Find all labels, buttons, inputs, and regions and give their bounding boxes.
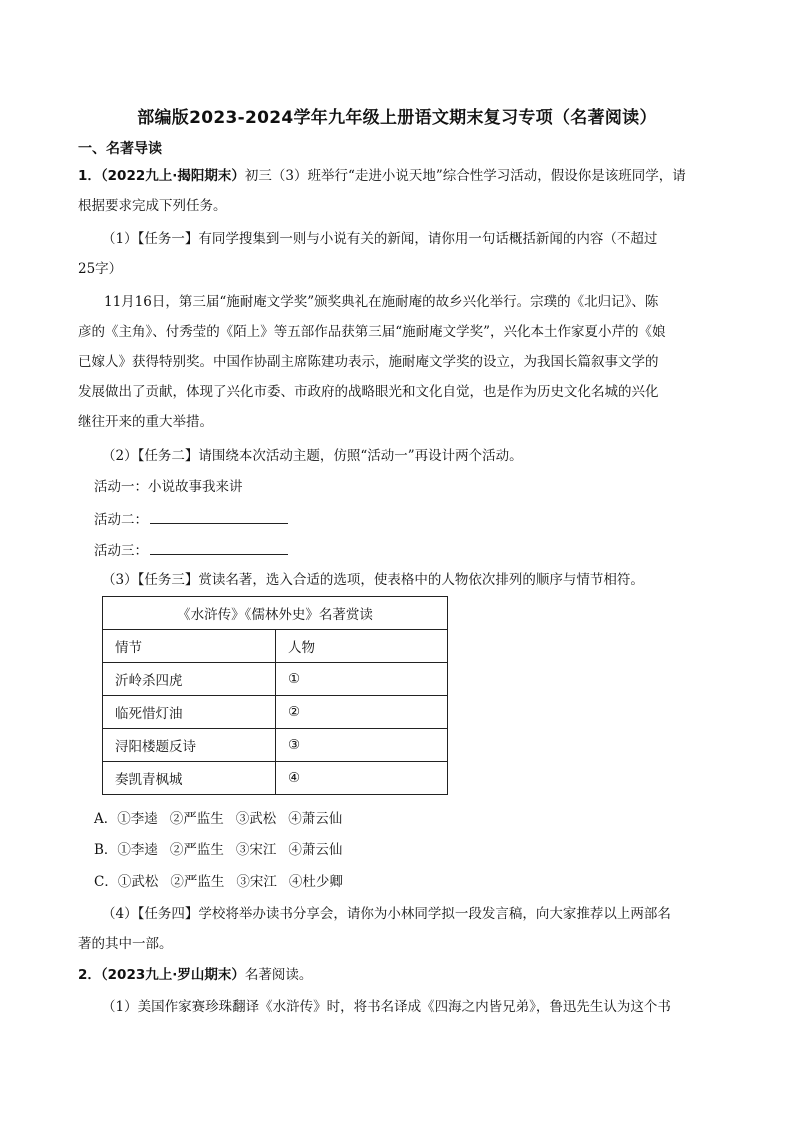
option-item: ②严监生 — [169, 811, 224, 827]
news-line: 继往开来的重大举措。 — [78, 414, 213, 430]
option-letter: A． — [94, 811, 118, 827]
q1-intro-text: 初三（3）班举行“走进小说天地”综合性学习活动，假设你是该班同学，请 — [244, 168, 686, 184]
option-item: ②严监生 — [169, 842, 224, 858]
activity-2-label: 活动二： — [94, 512, 148, 528]
q2-number: 2． — [78, 967, 101, 983]
q1-number: 1． — [78, 168, 101, 184]
table-cell: 沂岭杀四虎 — [103, 663, 276, 696]
table-cell: 奏凯青枫城 — [103, 762, 276, 795]
q1-task3: （3）【任务三】赏读名著，选入合适的选项，使表格中的人物依次排列的顺序与情节相符。 — [102, 572, 644, 588]
q1-source: （2022九上·揭阳期末） — [100, 168, 245, 184]
activity-2 — [94, 509, 288, 530]
table-cell: ④ — [276, 762, 448, 795]
option-c[interactable] — [94, 872, 343, 892]
q1-task1-line-1: （1）【任务一】有同学搜集到一则与小说有关的新闻，请你用一句话概括新闻的内容（不超过 — [102, 231, 658, 247]
reading-table — [102, 596, 448, 795]
option-item: ④萧云仙 — [288, 811, 343, 827]
section-heading: 一、名著导读 — [78, 141, 162, 157]
table-header-row — [103, 630, 448, 663]
table-cell: ③ — [276, 729, 448, 762]
table-header: 人物 — [276, 630, 448, 663]
news-line: 已嫁人》获得特别奖。中国作协副主席陈建功表示，施耐庵文学奖的设立，为我国长篇叙事文学的 — [78, 354, 659, 370]
activity-3-label: 活动三： — [94, 543, 148, 559]
table-row — [103, 729, 448, 762]
option-item: ②严监生 — [170, 874, 225, 890]
q1-task4-line-2: 著的其中一部。 — [78, 936, 173, 952]
option-item: ①李逵 — [117, 842, 158, 858]
table-cell: 浔阳楼题反诗 — [103, 729, 276, 762]
table-cell: ② — [276, 696, 448, 729]
table-cell: 临死惜灯油 — [103, 696, 276, 729]
q1-task2: （2）【任务二】请围绕本次活动主题，仿照“活动一”再设计两个活动。 — [102, 448, 523, 464]
activity-2-blank[interactable] — [150, 509, 288, 524]
option-item: ③武松 — [235, 811, 277, 827]
news-line: 发展做出了贡献，体现了兴化市委、市政府的战略眼光和文化自觉，也是作为历史文化名城的兴化 — [78, 384, 659, 400]
option-item: ④萧云仙 — [288, 842, 343, 858]
table-row — [103, 663, 448, 696]
option-item: ①李逵 — [117, 811, 158, 827]
q2-source: （2023九上·罗山期末） — [100, 967, 245, 983]
option-letter: B． — [94, 842, 118, 858]
document-title: 部编版2023-2024学年九年级上册语文期末复习专项（名著阅读） — [137, 108, 657, 128]
news-line: 彦的《主角》、付秀莹的《陌上》等五部作品获第三届“施耐庵文学奖”，兴化本土作家夏小芹的《娘 — [78, 324, 666, 340]
q1-intro-line-1 — [78, 166, 686, 186]
q2-intro-line — [78, 965, 312, 985]
table-caption: 《水浒传》《儒林外史》名著赏读 — [103, 597, 448, 630]
activity-1: 活动一：小说故事我来讲 — [94, 479, 243, 495]
q2-line-1: （1）美国作家赛珍珠翻译《水浒传》时，将书名译成《四海之内皆兄弟》，鲁迅先生认为这个书 — [102, 999, 671, 1015]
q2-intro-text: 名著阅读。 — [244, 967, 313, 983]
table-row — [103, 696, 448, 729]
table-caption-row — [103, 597, 448, 630]
q1-task4-line-1: （4）【任务四】学校将举办读书分享会，请你为小林同学拟一段发言稿，向大家推荐以上两部名 — [102, 906, 671, 922]
news-line: 11月16日，第三届“施耐庵文学奖”颁奖典礼在施耐庵的故乡兴化举行。宗璞的《北归记》、陈 — [104, 294, 659, 310]
q1-task1-line-2: 25字） — [78, 261, 123, 277]
table-header: 情节 — [103, 630, 276, 663]
activity-3 — [94, 540, 288, 561]
table-cell: ① — [276, 663, 448, 696]
q1-intro-line-2: 根据要求完成下列任务。 — [78, 198, 227, 214]
option-a[interactable] — [94, 809, 342, 829]
option-item: ④杜少卿 — [288, 874, 343, 890]
option-item: ③宋江 — [235, 842, 277, 858]
option-item: ①武松 — [117, 874, 159, 890]
option-b[interactable] — [94, 840, 342, 860]
option-item: ③宋江 — [236, 874, 277, 890]
table-row — [103, 762, 448, 795]
activity-3-blank[interactable] — [150, 540, 288, 555]
option-letter: C． — [94, 874, 118, 890]
